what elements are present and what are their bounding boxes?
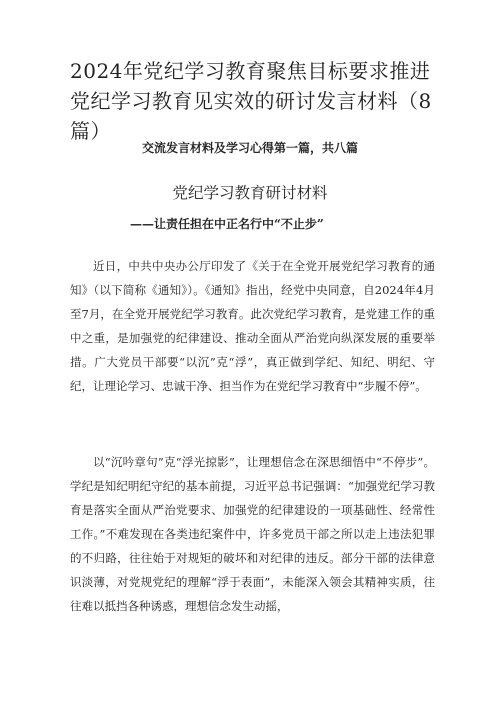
body-paragraph-1: 近日，中共中央办公厅印发了《关于在全党开展党纪学习教育的通知》（以下简称《通知》）。《通知》指出，经党中央同意，自2024年4月至7月，在全党开展党纪学习教育。此次党纪学习教育，是党建工作的重中之重，是加强党的纪律建设、推动全面从严治党向纵深发展的重要举措。广大党员干部要“以沉”克“浮”，真正做到学纪、知纪、明纪、守纪，让理论学习、忠诚干净、担当作为在党纪学习教育中“步履不停”。: [70, 259, 435, 393]
document-subtitle: 交流发言材料及学习心得第一篇，共八篇: [141, 141, 358, 155]
document-title: 2024年党纪学习教育聚焦目标要求推进党纪学习教育见实效的研讨发言材料（8篇）: [70, 59, 432, 143]
section-subtitle: ——让责任担在中正名行中“不止步”: [130, 217, 324, 231]
section-title: 党纪学习教育研讨材料: [172, 184, 328, 202]
body-paragraph-2: 以“沉吟章句”克“浮光掠影”，让理想信念在深思细悟中“不停步”。学纪是知纪明纪守纪的基本前提，习近平总书记强调：“加强党纪学习教育是落实全面从严治党要求、加强党的纪律建设的一项基础性、经常性工作。”不难发现在各类违纪案件中，许多党员干部之所以走上违法犯罪的不归路，往往始于对规矩的破坏和对纪律的违反。部分干部的法律意识淡薄，对党规党纪的理解“浮于表面”，未能深入领会其精神实质，往往难以抵挡各种诱惑，理想信念发生动摇，: [70, 455, 435, 613]
